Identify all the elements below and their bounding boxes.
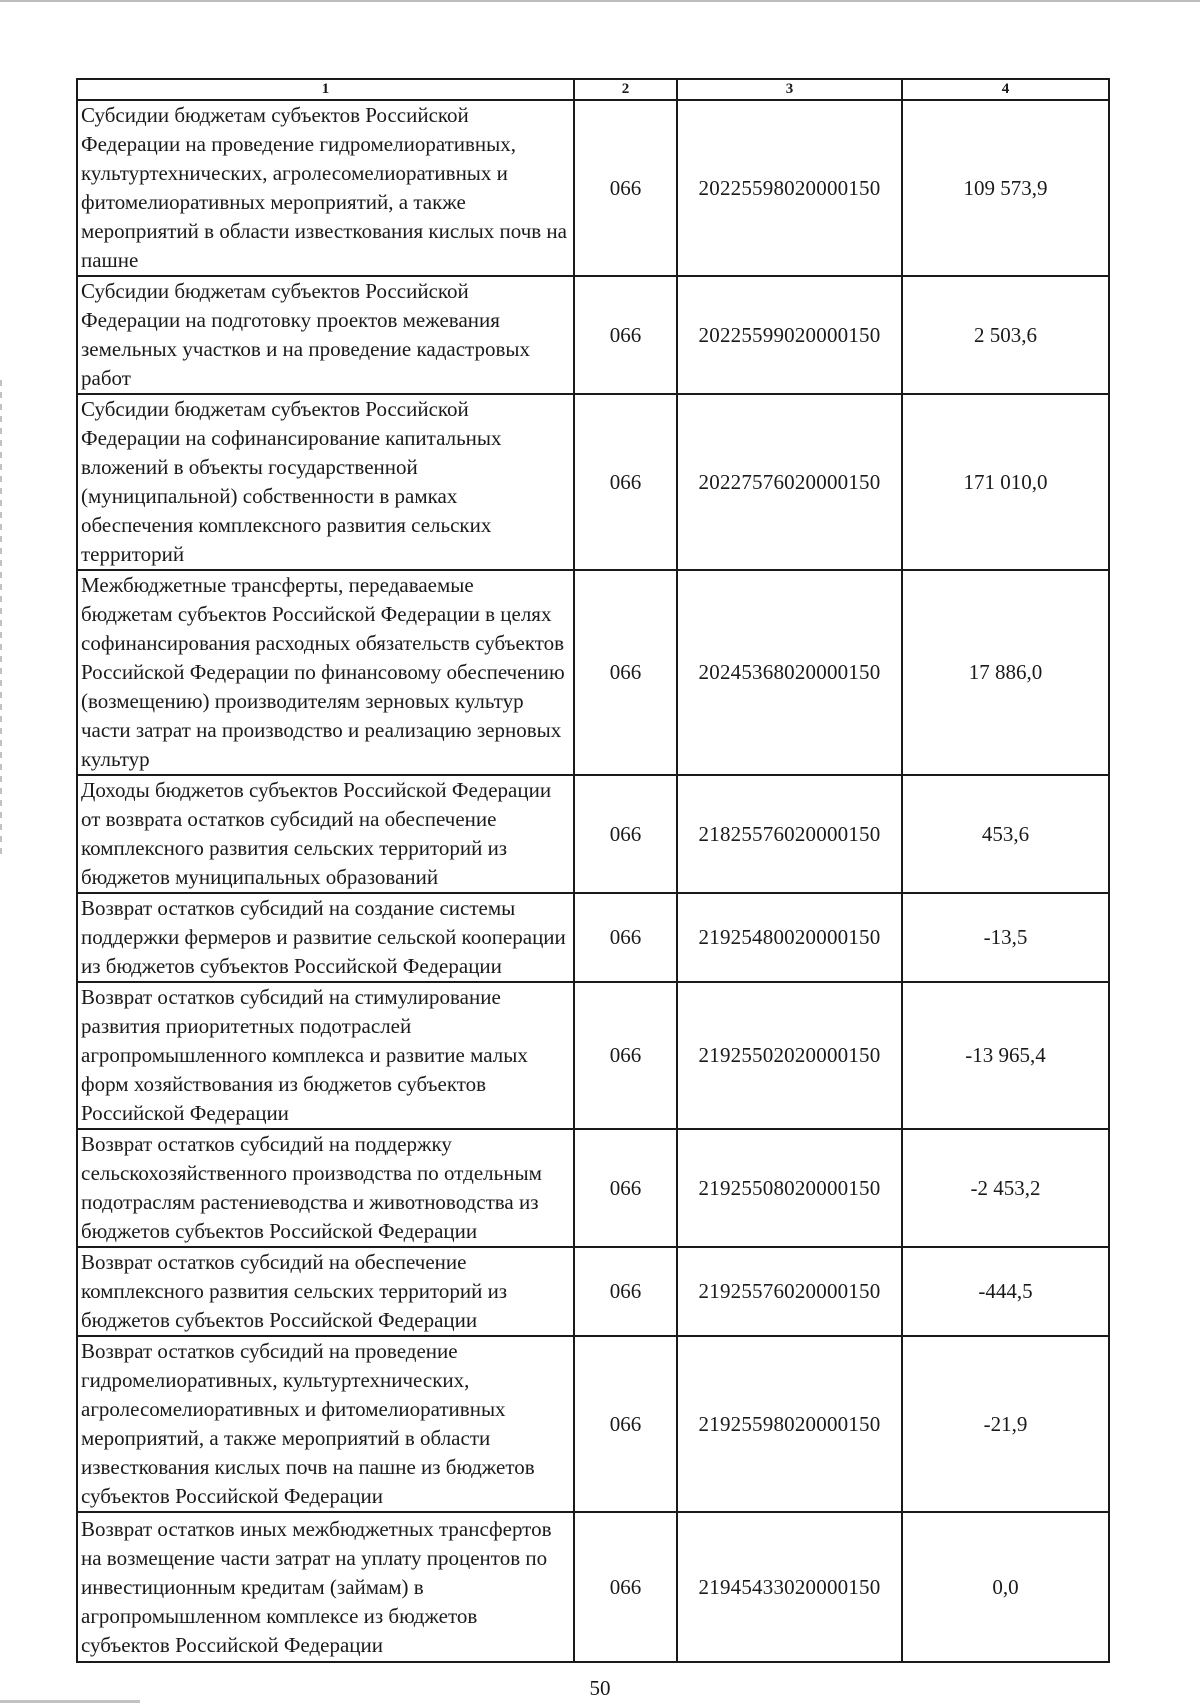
row-budget-code: 21925576020000150	[677, 1247, 902, 1336]
row-budget-code: 21825576020000150	[677, 775, 902, 893]
column-header-2: 2	[574, 79, 677, 100]
row-budget-code: 20245368020000150	[677, 570, 902, 775]
budget-revenue-table	[76, 78, 1110, 1663]
row-description: Субсидии бюджетам субъектов Российской Федерации на подготовку проектов межевания земельных участков и на проведение кадастровых работ	[77, 276, 574, 394]
scan-edge-top	[0, 0, 1200, 2]
row-budget-code: 20225599020000150	[677, 276, 902, 394]
row-description: Возврат остатков субсидий на создание системы поддержки фермеров и развитие сельской кооперации из бюджетов субъектов Российской Федерации	[77, 893, 574, 982]
table-row	[77, 1129, 1109, 1247]
row-amount: 109 573,9	[902, 100, 1109, 276]
table-row	[77, 1512, 1109, 1662]
row-budget-code: 20225598020000150	[677, 100, 902, 276]
row-amount: -13,5	[902, 893, 1109, 982]
row-description: Возврат остатков субсидий на стимулирование развития приоритетных подотраслей агропромышленного комплекса и развитие малых форм хозяйствования из бюджетов субъектов Российской Федерации	[77, 982, 574, 1129]
row-admin-code: 066	[574, 1129, 677, 1247]
table-row	[77, 982, 1109, 1129]
scan-edge-left	[0, 380, 2, 860]
row-budget-code: 21925502020000150	[677, 982, 902, 1129]
row-admin-code: 066	[574, 100, 677, 276]
row-amount: 453,6	[902, 775, 1109, 893]
row-admin-code: 066	[574, 775, 677, 893]
row-amount: 2 503,6	[902, 276, 1109, 394]
row-description: Возврат остатков субсидий на проведение гидромелиоративных, культуртехнических, агролесомелиоративных и фитомелиоративных мероприятий, а также мероприятий в области известкования кислых почв на пашне из бюджетов субъектов Российской Федерации	[77, 1336, 574, 1512]
table-row	[77, 394, 1109, 570]
table-row	[77, 1247, 1109, 1336]
row-amount: -13 965,4	[902, 982, 1109, 1129]
row-description: Субсидии бюджетам субъектов Российской Федерации на проведение гидромелиоративных, культуртехнических, агролесомелиоративных и фитомелиоративных мероприятий, а также мероприятий в области известкования кислых почв на пашне	[77, 100, 574, 276]
table-row	[77, 570, 1109, 775]
row-admin-code: 066	[574, 570, 677, 775]
table-row	[77, 100, 1109, 276]
row-amount: -2 453,2	[902, 1129, 1109, 1247]
row-amount: -21,9	[902, 1336, 1109, 1512]
table-row	[77, 1336, 1109, 1512]
row-admin-code: 066	[574, 394, 677, 570]
table-row	[77, 775, 1109, 893]
row-description: Возврат остатков субсидий на обеспечение комплексного развития сельских территорий из бюджетов субъектов Российской Федерации	[77, 1247, 574, 1336]
column-header-1: 1	[77, 79, 574, 100]
row-budget-code: 20227576020000150	[677, 394, 902, 570]
row-amount: -444,5	[902, 1247, 1109, 1336]
row-amount: 17 886,0	[902, 570, 1109, 775]
table-row	[77, 276, 1109, 394]
row-admin-code: 066	[574, 893, 677, 982]
row-budget-code: 21945433020000150	[677, 1512, 902, 1662]
row-description: Возврат остатков иных межбюджетных трансфертов на возмещение части затрат на уплату процентов по инвестиционным кредитам (займам) в агропромышленном комплексе из бюджетов субъектов Российской Федерации	[77, 1512, 574, 1662]
row-description: Доходы бюджетов субъектов Российской Федерации от возврата остатков субсидий на обеспечение комплексного развития сельских территорий из бюджетов муниципальных образований	[77, 775, 574, 893]
column-header-3: 3	[677, 79, 902, 100]
scan-edge-bottom	[0, 1700, 140, 1703]
column-header-4: 4	[902, 79, 1109, 100]
row-admin-code: 066	[574, 1336, 677, 1512]
row-budget-code: 21925480020000150	[677, 893, 902, 982]
row-admin-code: 066	[574, 982, 677, 1129]
row-description: Возврат остатков субсидий на поддержку сельскохозяйственного производства по отдельным подотраслям растениеводства и животноводства из бюджетов субъектов Российской Федерации	[77, 1129, 574, 1247]
row-amount: 171 010,0	[902, 394, 1109, 570]
row-budget-code: 21925508020000150	[677, 1129, 902, 1247]
row-description: Межбюджетные трансферты, передаваемые бюджетам субъектов Российской Федерации в целях софинансирования расходных обязательств субъектов Российской Федерации по финансовому обеспечению (возмещению) производителям зерновых культур части затрат на производство и реализацию зерновых культур	[77, 570, 574, 775]
row-budget-code: 21925598020000150	[677, 1336, 902, 1512]
row-amount: 0,0	[902, 1512, 1109, 1662]
table-row	[77, 893, 1109, 982]
page-number: 50	[589, 1676, 611, 1700]
row-admin-code: 066	[574, 1512, 677, 1662]
row-admin-code: 066	[574, 276, 677, 394]
header-row	[77, 79, 1109, 100]
row-description: Субсидии бюджетам субъектов Российской Федерации на софинансирование капитальных вложений в объекты государственной (муниципальной) собственности в рамках обеспечения комплексного развития сельских территорий	[77, 394, 574, 570]
row-admin-code: 066	[574, 1247, 677, 1336]
